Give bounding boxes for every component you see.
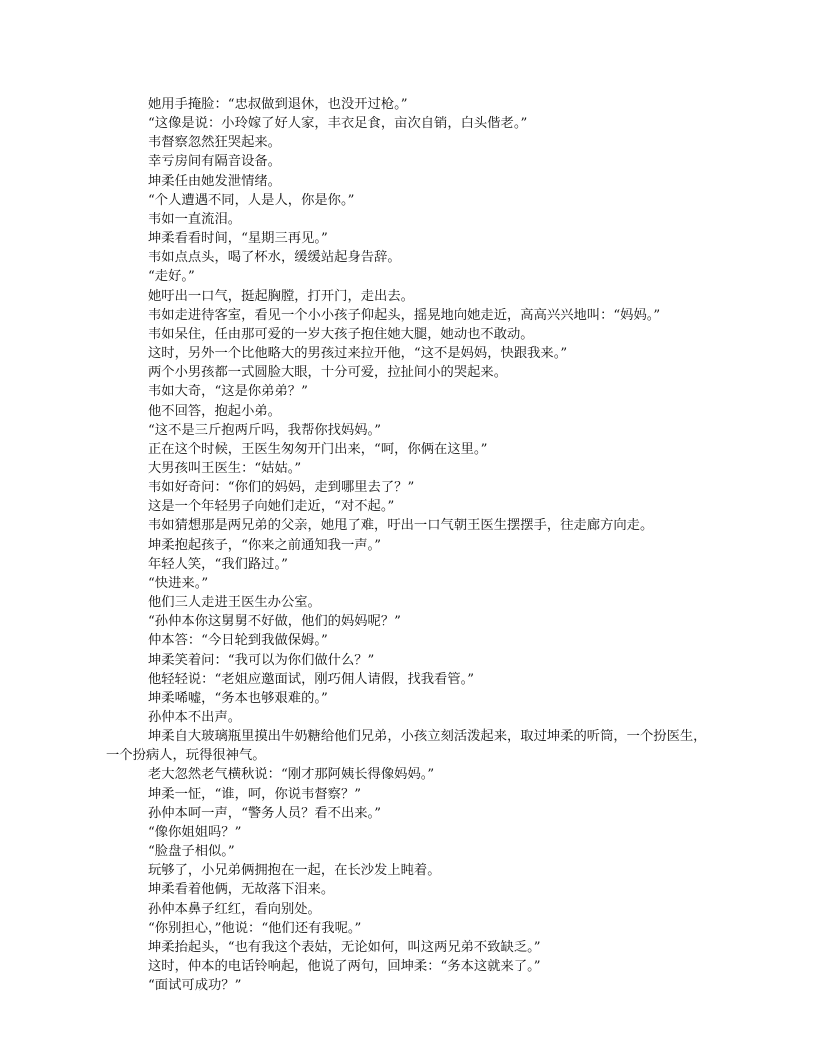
paragraph: 韦如走进待客室，看见一个小小孩子仰起头，摇晃地向她走近，高高兴兴地叫：“妈妈。”	[148, 307, 661, 323]
paragraph: 这时，另外一个比他略大的男孩过来拉开他，“这不是妈妈，快跟我来。”	[148, 346, 568, 362]
paragraph: 坤柔唏嘘，“务本也够艰难的。”	[148, 690, 328, 706]
paragraph: 坤柔任由她发泄情绪。	[148, 173, 281, 189]
paragraph: “这像是说：小玲嫁了好人家，丰衣足食，亩次自销，白头偕老。”	[148, 116, 528, 132]
paragraph: “个人遭遇不同，人是人，你是你。”	[148, 192, 355, 208]
paragraph: “面试可成功？”	[148, 978, 242, 994]
paragraph: 孙仲本呵一声，“警务人员？看不出来。”	[148, 805, 381, 821]
paragraph: 他们三人走进王医生办公室。	[148, 595, 321, 611]
paragraph: 坤柔抬起头，“也有我这个表姑，无论如何，叫这两兄弟不致缺乏。”	[148, 939, 541, 955]
paragraph: 坤柔一怔，“谁，呵，你说韦督察？”	[148, 786, 362, 802]
paragraph: 这时，仲本的电话铃响起，他说了两句，回坤柔：“务本这就来了。”	[148, 959, 541, 975]
paragraph: 孙仲本鼻子红红，看向别处。	[148, 901, 321, 917]
paragraph: 韦如点点头，喝了杯水，缓缓站起身告辞。	[148, 250, 401, 266]
paragraph: 她用手掩脸：“忠叔做到退休，也没开过枪。”	[148, 97, 408, 112]
paragraph: 老大忽然老气横秋说：“刚才那阿姨长得像妈妈。”	[148, 767, 435, 783]
paragraph: 韦督察忽然狂哭起来。	[148, 135, 281, 151]
paragraph: 大男孩叫王医生：“姑姑。”	[148, 460, 302, 476]
paragraph: 孙仲本不出声。	[148, 710, 242, 725]
paragraph: 她吁出一口气，挺起胸膛，打开门，走出去。	[148, 288, 414, 304]
paragraph: 坤柔笑着问：“我可以为你们做什么？”	[148, 652, 375, 668]
paragraph: “你别担心，”他说：“他们还有我呢。”	[148, 920, 362, 936]
paragraph: 他不回答，抱起小弟。	[148, 403, 281, 419]
paragraph: 两个小男孩都一式圆脸大眼，十分可爱，拉扯间小的哭起来。	[148, 365, 508, 381]
paragraph: “像你姐姐吗？”	[148, 824, 242, 840]
paragraph: 坤柔抱起孩子，“你来之前通知我一声。”	[148, 537, 381, 553]
body-text	[106, 95, 711, 995]
paragraph: 坤柔看看时间，“星期三再见。”	[148, 231, 328, 247]
paragraph: 韦如一直流泪。	[148, 211, 242, 227]
paragraph: 玩够了，小兄弟俩拥抱在一起，在长沙发上盹着。	[148, 863, 441, 879]
paragraph: 韦如大奇，“这是你弟弟？”	[148, 384, 308, 400]
paragraph: 韦如呆住，任由那可爱的一岁大孩子抱住她大腿，她动也不敢动。	[148, 326, 534, 342]
paragraph: 坤柔看着他俩，无故落下泪来。	[148, 882, 335, 898]
paragraph: 他轻轻说：“老姐应邀面试，刚巧佣人请假，找我看管。”	[148, 671, 475, 687]
paragraph: “孙仲本你这舅舅不好做，他们的妈妈呢？”	[148, 614, 401, 630]
paragraph: 幸亏房间有隔音设备。	[148, 154, 281, 170]
paragraph: “走好。”	[148, 269, 195, 285]
paragraph: 这是一个年轻男子向她们走近，“对不起。”	[148, 499, 395, 515]
paragraph: 韦如猜想那是两兄弟的父亲，她甩了难，吁出一口气朝王医生摆摆手，往走廊方向走。	[148, 518, 654, 534]
paragraph: 正在这个时候，王医生匆匆开门出来，“呵，你俩在这里。”	[148, 441, 488, 457]
paragraph: “快进来。”	[148, 575, 209, 591]
paragraph: 仲本答：“今日轮到我做保姆。”	[148, 633, 328, 649]
paragraph: 坤柔自大玻璃瓶里摸出牛奶糖给他们兄弟，小孩立刻活泼起来，取过坤柔的听筒，一个扮医生，一个扮病人，玩得很神气。	[106, 729, 707, 764]
paragraph: “这不是三斤抱两斤吗，我帮你找妈妈。”	[148, 422, 381, 438]
paragraph: “脸盘子相似。”	[148, 844, 235, 860]
paragraph: 韦如好奇问：“你们的妈妈，走到哪里去了？”	[148, 480, 415, 496]
paragraph: 年轻人笑，“我们路过。”	[148, 556, 288, 572]
